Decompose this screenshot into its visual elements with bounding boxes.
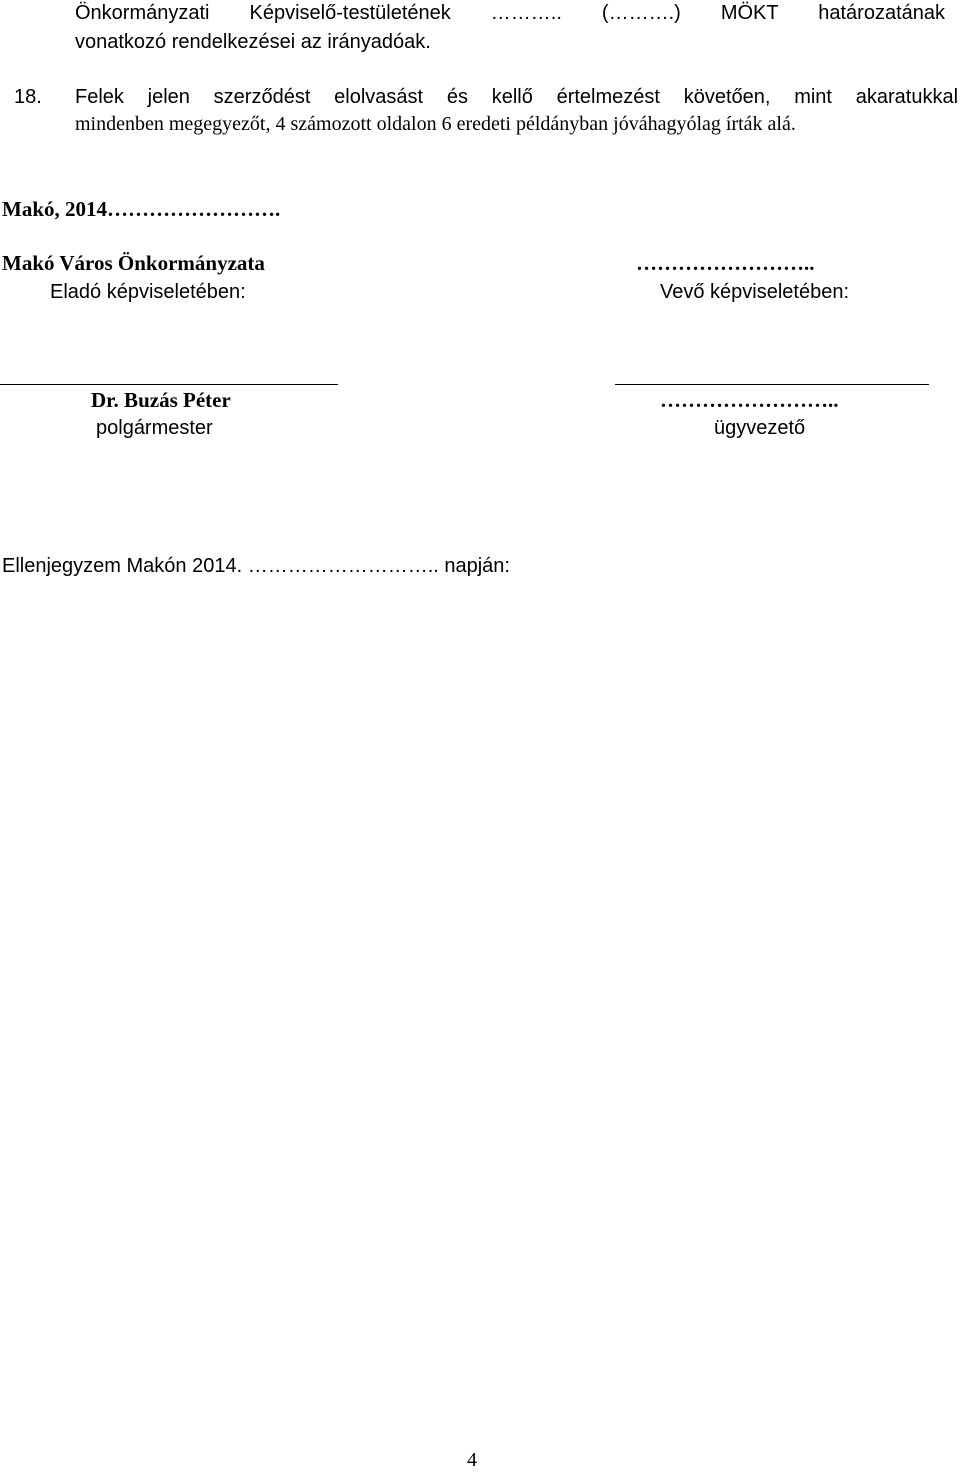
word: Képviselő-testületének (249, 2, 451, 24)
word: szerződést (213, 86, 311, 108)
word: jelen (147, 86, 190, 108)
word: (……….) (601, 2, 681, 24)
word: értelmezést (556, 86, 660, 108)
word: MÖKT (720, 2, 779, 24)
clause-18-line-1 (75, 86, 958, 109)
word: követően, (683, 86, 771, 108)
buyer-signature-line (615, 384, 929, 385)
seller-signature-line (0, 384, 338, 385)
word: elolvasást (334, 86, 424, 108)
buyer-name: …………………….. (636, 251, 815, 275)
word: és (446, 86, 468, 108)
continuation-line-1 (75, 2, 945, 25)
seller-role: Eladó képviseletében: (50, 281, 246, 303)
buyer-title: ügyvezető (714, 417, 806, 439)
countersign-line: Ellenjegyzem Makón 2014. ……………………….. napján: (2, 555, 510, 577)
word: határozatának (818, 2, 946, 24)
seller-name: Makó Város Önkormányzata (2, 251, 265, 275)
continuation-line-2: vonatkozó rendelkezései az irányadóak. (75, 31, 431, 53)
word: kellő (491, 86, 533, 108)
word: Felek (75, 86, 124, 108)
word: akaratukkal (855, 86, 959, 108)
seller-title: polgármester (96, 417, 213, 439)
clause-number: 18. (14, 86, 42, 108)
page-number: 4 (467, 1449, 477, 1471)
word: Önkormányzati (75, 2, 210, 24)
buyer-signer: …………………….. (660, 388, 839, 412)
buyer-role: Vevő képviseletében: (660, 281, 850, 303)
word: ……….. (490, 2, 562, 24)
seller-signer: Dr. Buzás Péter (91, 388, 231, 412)
clause-18-line-2: mindenben megegyezőt, 4 számozott oldalon 6 eredeti példányban jóváhagyólag írták alá. (75, 113, 796, 135)
word: mint (794, 86, 832, 108)
place-date: Makó, 2014……………………. (2, 197, 281, 221)
